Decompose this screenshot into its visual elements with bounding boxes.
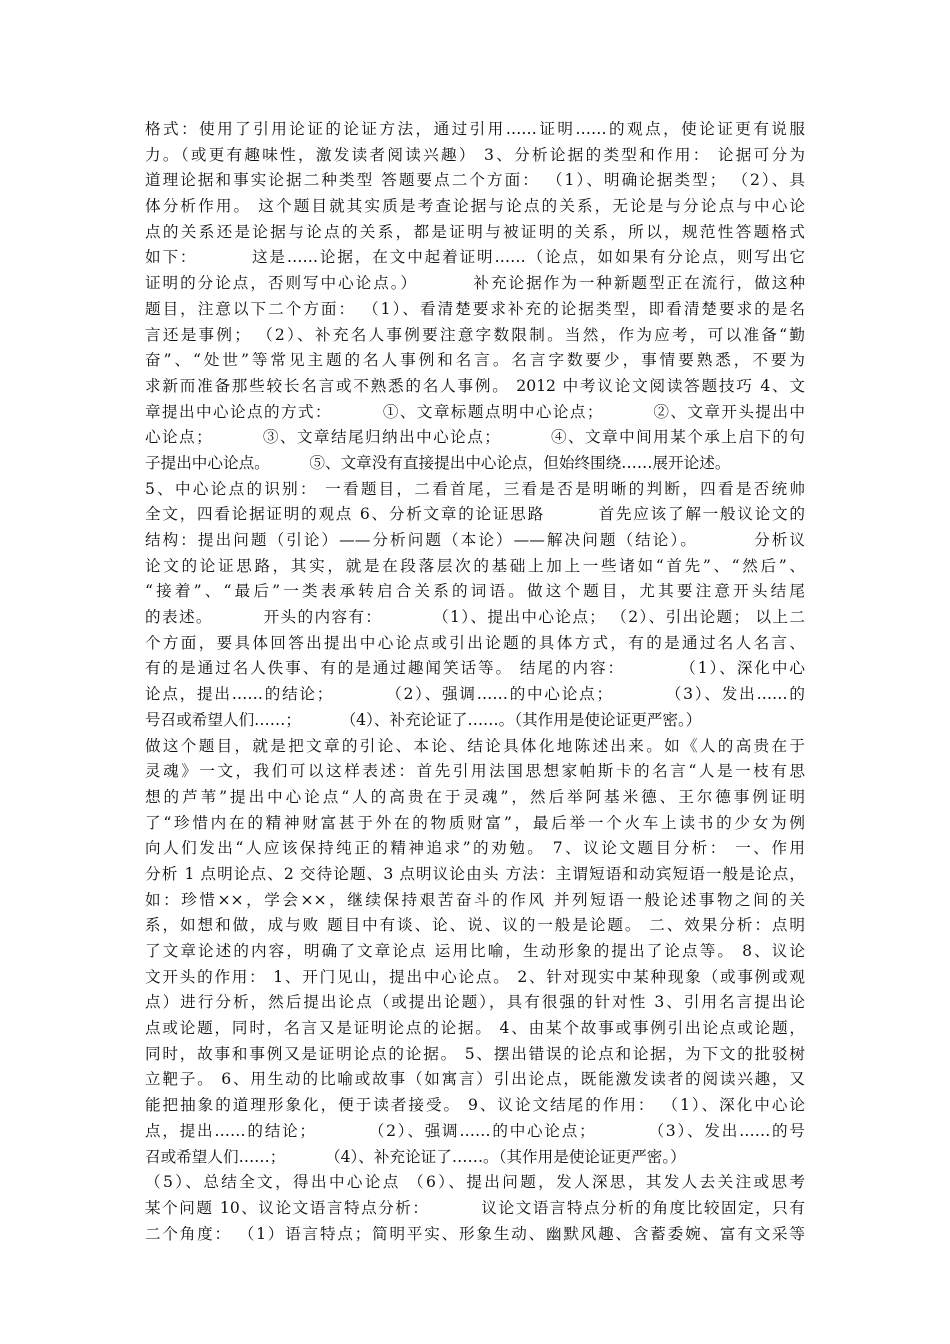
text-line: 了“珍惜内在的精神财富甚于外在的物质财富”，最后举一个火车上读书的少女为例 [145,813,805,832]
text-line: 结构：提出问题（引论）——分析问题（本论）——解决问题（结论）。 分析议 [145,531,805,549]
text-line: 5、中心论点的识别： 一看题目，二看首尾，三看是否是明晰的判断，四看是否统帅 [145,479,805,498]
text-line: “接着”、“最后”一类表承转启合关系的词语。做这个题目，尤其要注意开头结尾 [145,582,805,601]
text-line: 论点，提出……的结论； （2）、强调……的中心论点； （3）、发出……的 [145,685,805,704]
text-line: 文开头的作用： 1、开门见山，提出中心论点。 2、针对现实中某种现象（或事例或观 [145,967,805,986]
text-line: 召或希望人们……； （4）、补充论证了……。（其作用是使论证更严密。） [145,1147,686,1166]
text-line: 格式：使用了引用论证的论证方法，通过引用……证明……的观点，使论证更有说服 [145,120,805,138]
text-line: 号召或希望人们……； （4）、补充论证了……。（其作用是使论证更严密。） [145,710,702,729]
text-line: 灵魂》一文，我们可以这样表述：首先引用法国思想家帕斯卡的名言“人是一枝有思 [145,762,805,781]
text-line: 有的是通过名人佚事、有的是通过趣闻笑话等。 结尾的内容： （1）、深化中心 [145,659,805,678]
text-line: 向人们发出“人应该保持纯正的精神追求”的劝勉。 7、议论文题目分析： 一、作用 [145,839,805,858]
text-line: 奋”、“处世”等常见主题的名人事例和名言。名言字数要少，事情要熟悉，不要为 [145,351,805,370]
text-line: 系，如想和做，成与败 题目中有谈、论、说、议的一般是论题。 二、效果分析：点明 [145,916,805,935]
text-line: 体分析作用。 这个题目就其实质是考查论据与论点的关系，无论是与分论点与中心论 [145,197,805,216]
text-line: 全文，四看论据证明的观点 6、分析文章的论证思路 首先应该了解一般议论文的 [145,505,805,524]
text-line: 点）进行分析，然后提出论点（或提出论题），具有很强的针对性 3、引用名言提出论 [145,993,805,1012]
text-line: 点的关系还是论据与论点的关系，都是证明与被证明的关系，所以，规范性答题格式 [145,222,805,241]
text-line: 如：珍惜××，学会××，继续保持艰苦奋斗的作风 并列短语一般论述事物之间的关 [145,890,805,909]
text-line: 心论点； ③、文章结尾归纳出中心论点； ④、文章中间用某个承上启下的句 [145,428,805,447]
text-line: 二个角度： （1）语言特点；简明平实、形象生动、幽默风趣、含蓄委婉、富有文采等 [145,1224,805,1243]
text-line: 想的芦苇”提出中心论点“人的高贵在于灵魂”，然后举阿基米德、王尔德事例证明 [145,787,805,806]
text-line: 言还是事例； （2）、补充名人事例要注意字数限制。当然，作为应考，可以准备“勤 [145,325,805,344]
text-line: 点或论题，同时，名言又是证明论点的论据。 4、由某个故事或事例引出论点或论题， [145,1019,805,1038]
text-line: 了文章论述的内容，明确了文章论点 运用比喻，生动形象的提出了论点等。 8、议论 [145,942,805,960]
text-line: 求新而准备那些较长名言或不熟悉的名人事例。 2012 中考议论文阅读答题技巧 4、文 [145,376,805,395]
text-line: 个方面，要具体回答出提出中心论点或引出论题的具体方式，有的是通过名人名言、 [145,633,805,652]
text-line: 题目，注意以下二个方面： （1）、看清楚要求补充的论据类型，即看清楚要求的是名 [145,299,805,318]
text-line: 能把抽象的道理形象化，便于读者接受。 9、议论文结尾的作用： （1）、深化中心论 [145,1096,805,1115]
text-line: 做这个题目，就是把文章的引论、本论、结论具体化地陈述出来。如《人的高贵在于 [145,736,805,755]
text-line: 某个问题 10、议论文语言特点分析： 议论文语言特点分析的角度比较固定，只有 [145,1198,805,1217]
text-line: 章提出中心论点的方式： ①、文章标题点明中心论点； ②、文章开头提出中 [145,402,805,421]
text-line: 力。（或更有趣味性，激发读者阅读兴趣） 3、分析论据的类型和作用： 论据可分为 [145,145,805,164]
text-line: 如下： 这是……论据，在文中起着证明……（论点，如如果有分论点，则写出它 [145,248,805,267]
body-text [145,117,805,1247]
text-line: （5）、总结全文，得出中心论点 （6）、提出问题，发人深思，其发人去关注或思考 [145,1173,805,1192]
text-line: 子提出中心论点。 ⑤、文章没有直接提出中心论点，但始终围绕……展开论述。 [145,453,731,472]
text-line: 同时，故事和事例又是证明论点的论据。 5、摆出错误的论点和论据，为下文的批驳树 [145,1044,805,1063]
text-line: 分析 1 点明论点、2 交待论题、3 点明议论由头 方法：主谓短语和动宾短语一般是论点， [145,864,805,883]
text-line: 道理论据和事实论据二种类型 答题要点二个方面： （1）、明确论据类型； （2）、具 [145,171,805,190]
text-line: 的表述。 开头的内容有： （1）、提出中心论点； （2）、引出论题； 以上二 [145,608,805,627]
text-line: 论文的论证思路，其实，就是在段落层次的基础上加上一些诸如“首先”、“然后”、 [145,556,805,575]
text-line: 立靶子。 6、用生动的比喻或故事（如寓言）引出论点，既能激发读者的阅读兴趣，又 [145,1070,805,1089]
text-line: 证明的分论点，否则写中心论点。） 补充论据作为一种新题型正在流行，做这种 [145,274,805,293]
text-line: 点，提出……的结论； （2）、强调……的中心论点； （3）、发出……的号 [145,1121,805,1140]
